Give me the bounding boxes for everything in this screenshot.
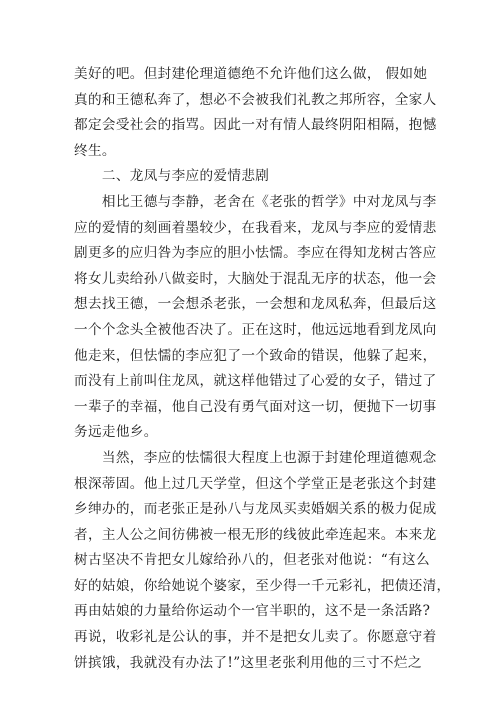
text-line: 当然，李应的怯懦很大程度上也源于封建伦理道德观念	[74, 449, 437, 466]
text-line: 好的姑娘，你给她说个婆家，至少得一千元彩礼，把债还清，	[74, 577, 451, 594]
text-line: 树古坚决不肯把女儿嫁给孙八的，但老张对他说：“有这么	[74, 552, 430, 569]
text-line: 终生。	[74, 142, 116, 159]
text-line: 者，主人公之间彷佛被一根无形的线彼此牵连起来。本来龙	[74, 526, 437, 543]
text-line: 再由姑娘的力量给你运动个一官半职的，这不是一条活路?	[74, 603, 431, 620]
text-line: 乡绅办的，而老张正是孙八与龙凤买卖婚姻关系的极力促成	[74, 501, 437, 518]
text-line: 一辈子的幸福，他自己没有勇气面对这一切，便抛下一切事	[74, 398, 437, 415]
text-line: 美好的吧。但封建伦理道德绝不允许他们这么做， 假如她	[74, 66, 428, 82]
text-line: 都定会受社会的指骂。因此一对有情人最终阴阳相隔，抱憾	[74, 117, 437, 134]
text-line: 一个个念头全被他否决了。正在这时，他远远地看到龙凤向	[74, 321, 437, 338]
text-line: 根深蒂固。他上过几天学堂，但这个学堂正是老张这个封建	[74, 475, 437, 492]
text-line: 他走来，但怯懦的李应犯了一个致命的错误，他躲了起来，	[74, 347, 437, 364]
text-line: 相比王德与李静，老舍在《老张的哲学》中对龙凤与李	[74, 193, 437, 210]
text-line: 饼摈饿，我就没有办法了!”这里老张利用他的三寸不烂之	[74, 654, 422, 671]
text-line: 而没有上前叫住龙凤，就这样他错过了心爱的女子，错过了	[74, 373, 437, 390]
section-heading: 二、龙凤与李应的爱情悲剧	[74, 168, 270, 185]
text-line: 真的和王德私奔了，想必不会被我们礼教之邦所容，全家人	[74, 91, 437, 108]
text-line: 应的爱情的刻画着墨较少，在我看来，龙凤与李应的爱情悲	[74, 219, 437, 236]
text-line: 剧更多的应归咎为李应的胆小怯懦。李应在得知龙树古答应	[74, 245, 437, 262]
text-line: 再说，收彩礼是公认的事，并不是把女儿卖了。你愿意守着	[74, 629, 437, 646]
document-body	[74, 62, 451, 676]
text-line: 将女儿卖给孙八做妾时，大脑处于混乱无序的状态，他一会	[74, 270, 437, 287]
text-line: 务远走他乡。	[74, 424, 158, 441]
text-line: 想去找王德，一会想杀老张，一会想和龙凤私奔，但最后这	[74, 296, 437, 313]
